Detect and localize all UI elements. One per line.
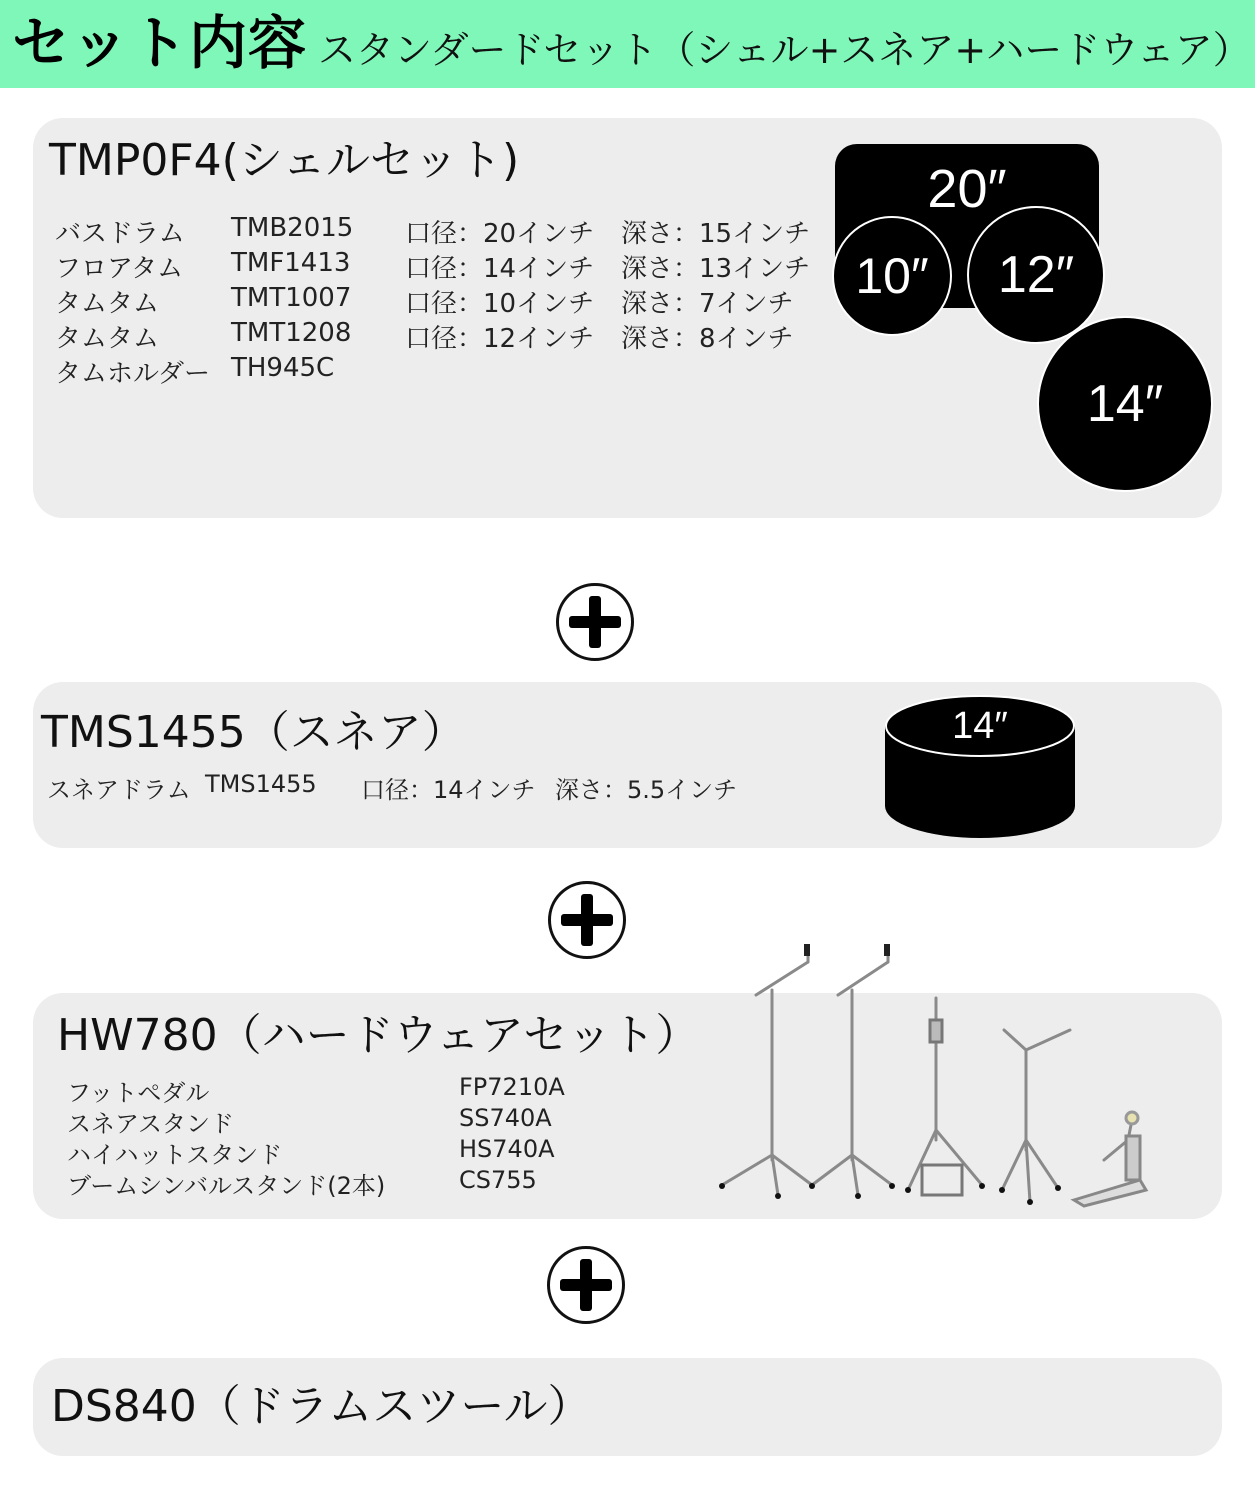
item-depth: 深さ：13インチ: [621, 254, 811, 284]
boom-cymbal-stand-icon: [812, 944, 892, 1195]
plus-icon: [548, 881, 626, 959]
item-model: TMF1413: [231, 248, 351, 278]
item-name: バスドラム: [55, 219, 185, 249]
tom10-size-label: 10″: [855, 248, 929, 304]
floor-tom-size-label: 14″: [1086, 375, 1164, 433]
shell-set-panel: [33, 118, 1222, 518]
item-name: フットペダル: [67, 1079, 210, 1107]
boom-cymbal-stand-icon: [722, 944, 812, 1195]
bass-drum-size-label: 20″: [927, 159, 1007, 219]
hihat-stand-icon: [908, 998, 982, 1195]
tom12-diagram: [967, 206, 1105, 344]
plus-icon: [547, 1246, 625, 1324]
item-model: TMB2015: [231, 213, 354, 243]
item-name: スネアスタンド: [67, 1110, 235, 1138]
snare-drum-diagram: [883, 692, 1077, 840]
item-diameter: 口径：10インチ: [405, 289, 595, 319]
item-model: HS740A: [459, 1135, 555, 1163]
shell-set-title: TMP0F4(シェルセット): [49, 135, 520, 186]
item-model: CS755: [459, 1166, 537, 1194]
item-diameter: 口径：20インチ: [405, 219, 595, 249]
item-model: SS740A: [459, 1104, 552, 1132]
header-banner: [0, 0, 1255, 88]
snare-title: TMS1455（スネア）: [41, 707, 466, 758]
item-model: TH945C: [231, 353, 335, 383]
floor-tom-diagram: [1037, 316, 1213, 492]
item-name: タムタム: [55, 289, 160, 319]
item-name: ハイハットスタンド: [67, 1141, 283, 1169]
item-name: フロアタム: [55, 254, 184, 284]
item-name: スネアドラム: [47, 776, 191, 804]
item-model: TMT1007: [231, 283, 352, 313]
tom12-size-label: 12″: [997, 246, 1075, 304]
item-model: TMS1455: [205, 770, 317, 798]
snare-stand-icon: [1002, 1030, 1070, 1202]
snare-size-label: 14″: [952, 705, 1008, 747]
item-depth: 深さ：7インチ: [621, 289, 794, 319]
item-depth: 深さ：5.5インチ: [555, 776, 738, 804]
plus-icon: [556, 583, 634, 661]
item-depth: 深さ：8インチ: [621, 324, 794, 354]
snare-bottom: [885, 774, 1075, 838]
hardware-illustration: [712, 940, 1152, 1210]
stool-panel: [33, 1358, 1222, 1456]
item-model: TMT1208: [231, 318, 352, 348]
item-name: ブームシンバルスタンド(2本): [67, 1172, 386, 1200]
snare-panel: [33, 682, 1222, 848]
item-diameter: 口径：14インチ: [361, 776, 536, 804]
hardware-title: HW780（ハードウェアセット）: [57, 1010, 700, 1061]
item-diameter: 口径：14インチ: [405, 254, 595, 284]
tom10-diagram: [832, 216, 952, 336]
item-name: タムタム: [55, 324, 160, 354]
item-diameter: 口径：12インチ: [405, 324, 595, 354]
item-model: FP7210A: [459, 1073, 565, 1101]
item-depth: 深さ：15インチ: [621, 219, 811, 249]
foot-pedal-icon: [1074, 1112, 1146, 1206]
item-name: タムホルダー: [55, 359, 210, 389]
header-title: セット内容: [12, 9, 308, 77]
stool-title: DS840（ドラムスツール）: [51, 1381, 592, 1432]
header-subtitle: スタンダードセット（シェル+スネア+ハードウェア）: [318, 28, 1251, 72]
